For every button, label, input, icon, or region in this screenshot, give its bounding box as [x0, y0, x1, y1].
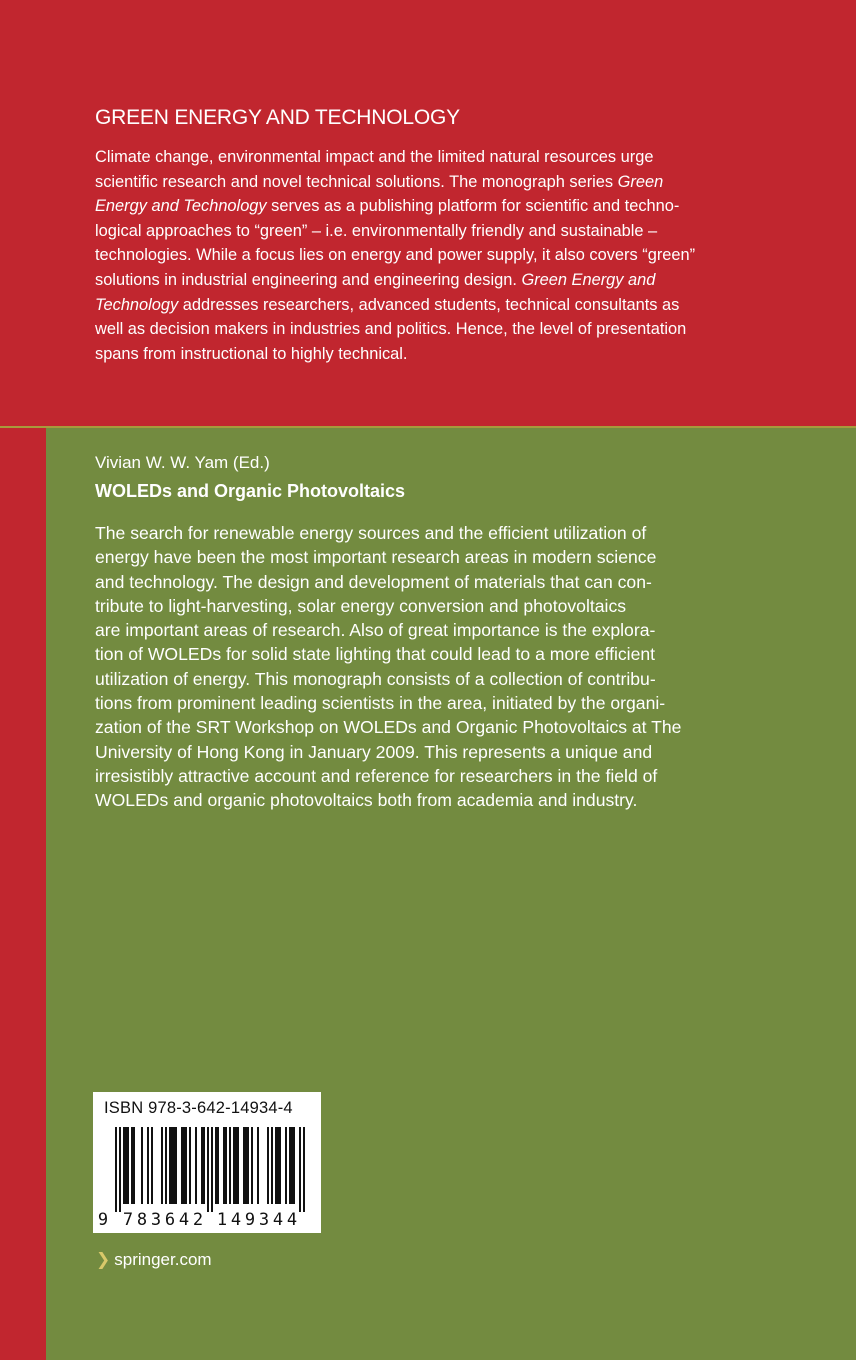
- text-line: well as decision makers in industries and politics. Hence, the level of presentation: [95, 320, 687, 339]
- barcode-bar: [243, 1127, 245, 1204]
- barcode-bar: [141, 1127, 143, 1204]
- text-line: Climate change, environmental impact and the limited natural resources urge: [95, 148, 654, 166]
- barcode-bar: [151, 1127, 153, 1204]
- barcode-bar: [169, 1127, 171, 1204]
- text-line: tribute to light-harvesting, solar energy conversion and photovoltaics: [95, 595, 627, 616]
- text-line: Energy and Technology serves as a publishing platform for scientific and techno-: [95, 197, 680, 216]
- barcode-bar: [207, 1127, 209, 1212]
- barcode-digit: 4: [272, 1210, 284, 1230]
- barcode-bar: [211, 1127, 213, 1212]
- publisher-website[interactable]: [96, 1250, 212, 1270]
- barcode-bar: [119, 1127, 121, 1212]
- barcode-bar: [299, 1127, 301, 1212]
- red-spine-strip: [0, 428, 46, 1360]
- barcode-bar: [185, 1127, 187, 1204]
- text-line: technologies. While a focus lies on energy and power supply, it also covers “green”: [95, 246, 696, 265]
- barcode-bar: [229, 1127, 231, 1204]
- barcode-digit: 4: [230, 1210, 242, 1230]
- text-line: Technology addresses researchers, advanced students, technical consultants as: [95, 295, 680, 314]
- barcode-bar: [189, 1127, 191, 1204]
- text-line: logical approaches to “green” – i.e. environmentally friendly and sustainable –: [95, 221, 658, 240]
- barcode-bar: [245, 1127, 247, 1204]
- chevron-right-icon: ❯: [96, 1250, 111, 1269]
- barcode-bar: [217, 1127, 219, 1204]
- text-line: spans from instructional to highly technical.: [95, 344, 408, 363]
- barcode-digit: 9: [244, 1210, 256, 1230]
- barcode-bar: [279, 1127, 281, 1204]
- barcode-bar: [173, 1127, 175, 1204]
- barcode-digit: 3: [150, 1210, 162, 1230]
- book-description: [95, 521, 735, 813]
- barcode-digit: 4: [178, 1210, 190, 1230]
- website-label: springer.com: [114, 1250, 212, 1269]
- book-title: WOLEDs and Organic Photovoltaics: [95, 481, 406, 501]
- barcode-bar: [183, 1127, 185, 1204]
- barcode-bar: [289, 1127, 291, 1204]
- barcode-bar: [275, 1127, 277, 1204]
- text-line: scientific research and novel technical solutions. The monograph series Green: [95, 172, 664, 191]
- barcode-digit: 4: [286, 1210, 298, 1230]
- barcode-bar: [165, 1127, 167, 1204]
- text-line: energy have been the most important research areas in modern science: [95, 547, 657, 568]
- barcode-digit: 3: [258, 1210, 270, 1230]
- barcode-bar: [233, 1127, 235, 1204]
- isbn-label: ISBN 978-3-642-14934-4: [104, 1099, 293, 1117]
- text-line: and technology. The design and development of materials that can con-: [95, 571, 652, 592]
- series-description: [95, 145, 735, 366]
- barcode-bar: [257, 1127, 259, 1204]
- barcode-bar: [271, 1127, 273, 1204]
- barcode-bar: [291, 1127, 293, 1204]
- barcode-bar: [203, 1127, 205, 1204]
- text-line: tion of WOLEDs for solid state lighting that could lead to a more efficient: [95, 644, 656, 665]
- barcode-bar: [225, 1127, 227, 1204]
- book-author: Vivian W. W. Yam (Ed.): [95, 453, 270, 472]
- barcode-bar: [195, 1127, 197, 1204]
- barcode-bar: [293, 1127, 295, 1204]
- barcode-bar: [123, 1127, 125, 1204]
- barcode-digit: 7: [122, 1210, 134, 1230]
- series-title: GREEN ENERGY AND TECHNOLOGY: [95, 106, 460, 129]
- isbn-barcode: [93, 1092, 321, 1233]
- text-line: WOLEDs and organic photovoltaics both from academia and industry.: [95, 790, 638, 811]
- series-panel: [0, 0, 856, 427]
- barcode-bar: [115, 1127, 117, 1212]
- barcode-bar: [247, 1127, 249, 1204]
- barcode-bar: [285, 1127, 287, 1204]
- barcode-digit: 8: [136, 1210, 148, 1230]
- text-line: are important areas of research. Also of great importance is the explora-: [95, 620, 656, 641]
- barcode-digit: 2: [192, 1210, 204, 1230]
- barcode-bar: [171, 1127, 173, 1204]
- barcode-bar: [215, 1127, 217, 1204]
- barcode-digit: 6: [164, 1210, 176, 1230]
- barcode-bar: [223, 1127, 225, 1204]
- barcode-bar: [181, 1127, 183, 1204]
- barcode-bar: [133, 1127, 135, 1204]
- text-line: The search for renewable energy sources and the efficient utilization of: [95, 523, 647, 543]
- barcode-bar: [235, 1127, 237, 1204]
- barcode-bar: [201, 1127, 203, 1204]
- barcode-bar: [175, 1127, 177, 1204]
- barcode-bar: [131, 1127, 133, 1204]
- text-line: utilization of energy. This monograph consists of a collection of contribu-: [95, 668, 656, 689]
- barcode-bar: [303, 1127, 305, 1212]
- text-line: irresistibly attractive account and reference for researchers in the field of: [95, 765, 658, 786]
- barcode-bar: [267, 1127, 269, 1204]
- barcode-bar: [277, 1127, 279, 1204]
- barcode-bar: [251, 1127, 253, 1204]
- text-line: zation of the SRT Workshop on WOLEDs and Organic Photovoltaics at The: [95, 717, 682, 738]
- barcode-bar: [127, 1127, 129, 1204]
- barcode-bar: [147, 1127, 149, 1204]
- barcode-bar: [125, 1127, 127, 1204]
- barcode-bar: [237, 1127, 239, 1204]
- text-line: University of Hong Kong in January 2009. This represents a unique and: [95, 741, 653, 762]
- barcode-digit: 1: [216, 1210, 228, 1230]
- text-line: solutions in industrial engineering and engineering design. Green Energy and: [95, 270, 656, 289]
- barcode-bar: [161, 1127, 163, 1204]
- text-line: tions from prominent leading scientists in the area, initiated by the organi-: [95, 693, 666, 714]
- barcode-digit: 9: [97, 1210, 109, 1230]
